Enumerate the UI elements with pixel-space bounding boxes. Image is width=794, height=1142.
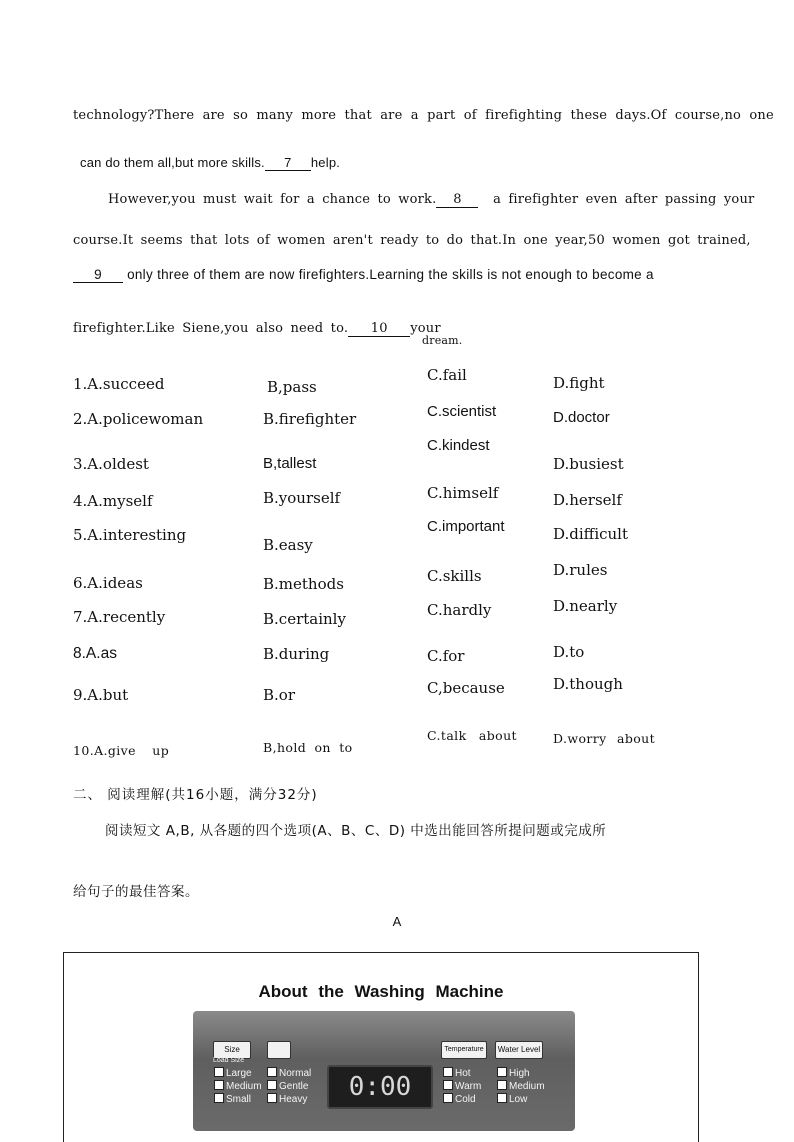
option-9b: B.or [263, 686, 295, 704]
temp-option [443, 1093, 476, 1105]
option-5b: B.easy [263, 536, 313, 554]
passage-text: firefighter.Like Siene,you also need to. [73, 321, 349, 336]
blank-10: 10 [348, 322, 410, 337]
option-2c: C.scientist [427, 403, 497, 420]
option-9a: 9.A.but [73, 686, 129, 704]
time-display: 0:00 [327, 1065, 433, 1109]
water-level-button: Water Level [495, 1041, 543, 1059]
option-8b: B.during [263, 645, 330, 663]
section-heading: 二、 阅读理解(共16小题，满分32分) [73, 787, 318, 803]
cycle-option-label: Gentle [279, 1081, 309, 1092]
passage-text: a firefighter even after passing your [493, 192, 755, 207]
option-2b: B.firefighter [263, 410, 357, 428]
option-1b: B,pass [267, 378, 317, 396]
option-5c: C.important [427, 518, 505, 535]
option-5a: 5.A.interesting [73, 526, 187, 544]
section-instruction-2: 给句子的最佳答案。 [73, 884, 199, 900]
option-10d: D.worry about [553, 731, 656, 746]
option-10b: B,hold on to [263, 740, 353, 755]
option-10a: 10.A.give up [73, 743, 170, 758]
option-7c: C.hardly [427, 601, 492, 619]
cycle-option-label: Heavy [279, 1094, 308, 1105]
blank-8: 8 [436, 193, 478, 208]
option-4a: 4.A.myself [73, 492, 153, 510]
water-option [497, 1093, 527, 1105]
cycle-option-label: Normal [279, 1068, 312, 1079]
load-size-label: Load Size [213, 1057, 245, 1064]
passage-text: However,you must wait for a chance to work. [108, 192, 437, 207]
temp-option [443, 1067, 471, 1079]
option-8d: D.to [553, 643, 585, 661]
option-2d: D.doctor [553, 409, 610, 426]
option-10c: C.talk about [427, 728, 517, 743]
temperature-button: Temperature [441, 1041, 487, 1059]
box-title: About the Washing Machine [258, 982, 504, 1001]
cycle-button [267, 1041, 291, 1059]
section-instruction-1: 阅读短文 A,B, 从各题的四个选项(A、B、C、D) 中选出能回答所提问题或完成所 [105, 823, 607, 839]
cycle-option [267, 1080, 308, 1092]
option-9c: C,because [427, 679, 505, 697]
option-6b: B.methods [263, 575, 344, 593]
temp-option [443, 1080, 481, 1092]
load-option [214, 1067, 252, 1079]
option-1a: 1.A.succeed [73, 375, 165, 393]
blank-7: 7 [265, 156, 311, 171]
option-8a: 8.A.as [73, 645, 117, 662]
passage-line-3 [108, 192, 754, 208]
option-3a: 3.A.oldest [73, 455, 149, 473]
option-2a: 2.A.policewoman [73, 410, 204, 428]
option-8c: C.for [427, 647, 465, 665]
passage-line-2 [80, 155, 340, 171]
cycle-option [267, 1093, 307, 1105]
option-6c: C.skills [427, 567, 482, 585]
blank-9: 9 [73, 268, 123, 283]
water-option [497, 1067, 530, 1079]
load-option [214, 1080, 262, 1092]
passage-line-6-end: dream. [422, 334, 463, 347]
option-5d: D.difficult [553, 525, 628, 543]
water-option-label: Low [509, 1094, 528, 1105]
option-3c: C.kindest [427, 437, 490, 454]
passage-line-1: technology?There are so many more that are a part of firefighting these days.Of course,no one [73, 108, 774, 123]
option-7b: B.certainly [263, 610, 346, 628]
water-option [497, 1080, 545, 1092]
passage-line-5 [73, 267, 654, 283]
temp-option-label: Hot [455, 1068, 471, 1079]
option-7a: 7.A.recently [73, 608, 166, 626]
passage-line-6 [73, 321, 441, 337]
washing-machine-box [63, 952, 699, 1142]
cycle-option [267, 1067, 311, 1079]
option-7d: D.nearly [553, 597, 618, 615]
passage-label-a: A [392, 914, 402, 929]
size-button: Size [213, 1041, 251, 1059]
option-4c: C.himself [427, 484, 499, 502]
option-3d: D.busiest [553, 455, 624, 473]
option-6d: D.rules [553, 561, 608, 579]
temp-option-label: Warm [455, 1081, 482, 1092]
water-option-label: High [509, 1068, 530, 1079]
passage-text: can do them all,but more skills. [80, 155, 265, 170]
option-1c: C.fail [427, 366, 467, 384]
water-option-label: Medium [509, 1081, 545, 1092]
control-panel-photo [193, 1011, 575, 1131]
load-option-label: Medium [226, 1081, 262, 1092]
load-option-label: Large [226, 1068, 252, 1079]
passage-line-4: course.It seems that lots of women aren't ready to do that.In one year,50 women got trained, [73, 233, 751, 248]
passage-text: your [410, 321, 441, 336]
option-9d: D.though [553, 675, 623, 693]
option-6a: 6.A.ideas [73, 574, 143, 592]
passage-text: only three of them are now firefighters.Learning the skills is not enough to become a [127, 267, 654, 282]
option-4b: B.yourself [263, 489, 341, 507]
option-4d: D.herself [553, 491, 622, 509]
load-option-label: Small [226, 1094, 252, 1105]
temp-option-label: Cold [455, 1094, 476, 1105]
load-option [214, 1093, 251, 1105]
option-3b: B,tallest [263, 455, 317, 472]
passage-text: help. [310, 155, 341, 170]
option-1d: D.fight [553, 374, 605, 392]
